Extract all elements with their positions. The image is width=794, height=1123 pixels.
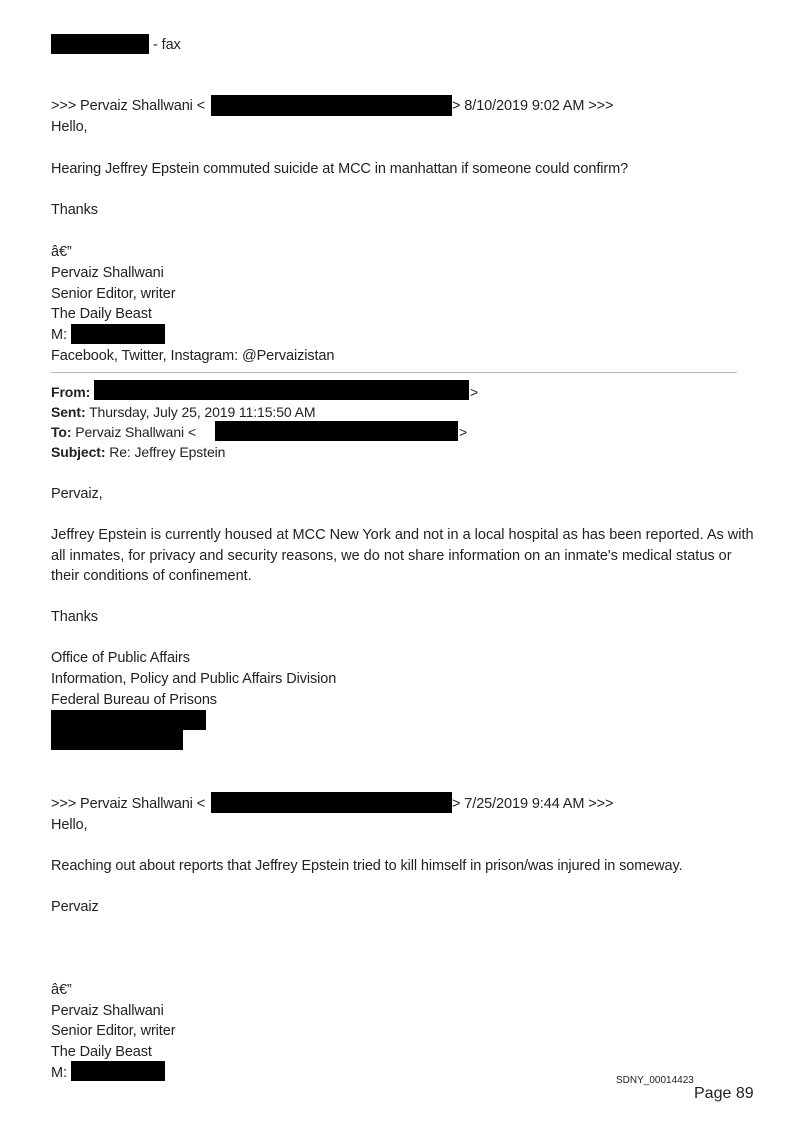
- message-2-body: Reaching out about reports that Jeffrey Epstein tried to kill himself in prison/was injured in someway.: [51, 858, 683, 874]
- message-1-sig-name: Pervaiz Shallwani: [51, 265, 164, 281]
- message-2-intro-suffix: > 7/25/2019 9:44 AM >>>: [452, 796, 614, 812]
- page-number: Page 89: [694, 1085, 754, 1102]
- message-1-intro-prefix: >>> Pervaiz Shallwani <: [51, 98, 206, 114]
- reply-body-line: all inmates, for privacy and security reasons, we do not share information on an inmate's medical status or: [51, 547, 732, 564]
- reply-sig-bureau: Federal Bureau of Prisons: [51, 692, 217, 708]
- header-from: [51, 383, 90, 401]
- message-1-greeting: Hello,: [51, 119, 88, 135]
- header-subject: [51, 443, 225, 461]
- message-1-sig-social: Facebook, Twitter, Instagram: @Pervaizistan: [51, 348, 335, 364]
- message-1-intro-suffix: > 8/10/2019 9:02 AM >>>: [452, 98, 614, 114]
- header-sent-value: Thursday, July 25, 2019 11:15:50 AM: [89, 404, 316, 420]
- reply-sig-division: Information, Policy and Public Affairs Division: [51, 671, 337, 687]
- redaction-email-2: [211, 792, 452, 813]
- message-1-closing: Thanks: [51, 202, 98, 218]
- reply-body: [51, 525, 754, 587]
- redaction-email-1: [211, 95, 452, 116]
- header-from-label: From:: [51, 384, 91, 400]
- header-to-label: To:: [51, 424, 72, 440]
- header-subject-label: Subject:: [51, 444, 106, 460]
- header-to: [51, 423, 196, 441]
- separator-rule: [51, 372, 737, 373]
- message-2-closing: Pervaiz: [51, 899, 99, 915]
- message-1-sig-mobile-label: M:: [51, 327, 67, 343]
- header-sent: [51, 403, 315, 421]
- header-to-suffix: >: [459, 424, 468, 440]
- reply-salutation: Pervaiz,: [51, 486, 103, 502]
- redaction-mobile-2: [71, 1061, 165, 1081]
- message-2-sig-mobile-label: M:: [51, 1065, 67, 1081]
- header-sent-label: Sent:: [51, 404, 86, 420]
- bates-number: SDNY_00014423: [616, 1075, 694, 1086]
- message-2-greeting: Hello,: [51, 817, 88, 833]
- reply-body-line: their conditions of confinement.: [51, 568, 252, 584]
- message-2-sig-org: The Daily Beast: [51, 1044, 152, 1060]
- redaction-reply-contact-2: [51, 730, 183, 750]
- reply-body-line: Jeffrey Epstein is currently housed at MCC New York and not in a local hospital as has been reported. As with: [51, 527, 754, 543]
- header-to-value: Pervaiz Shallwani <: [75, 424, 196, 440]
- redaction-from-email: [94, 380, 469, 400]
- message-1-sig-dash: â€”: [51, 244, 72, 260]
- message-2-sig-title: Senior Editor, writer: [51, 1023, 176, 1039]
- message-1-sig-title: Senior Editor, writer: [51, 286, 176, 302]
- header-from-suffix: >: [470, 384, 479, 400]
- reply-sig-office: Office of Public Affairs: [51, 650, 190, 666]
- redaction-reply-contact-1: [51, 710, 206, 730]
- message-2-sig-dash: â€”: [51, 982, 72, 998]
- message-1-body: Hearing Jeffrey Epstein commuted suicide at MCC in manhattan if someone could confirm?: [51, 161, 629, 177]
- message-2-intro-prefix: >>> Pervaiz Shallwani <: [51, 796, 206, 812]
- redaction-mobile-1: [71, 324, 165, 344]
- header-subject-value: Re: Jeffrey Epstein: [109, 444, 226, 460]
- redaction-fax-number: [51, 34, 149, 54]
- fax-label: - fax: [153, 37, 181, 53]
- message-2-sig-name: Pervaiz Shallwani: [51, 1003, 164, 1019]
- message-1-sig-org: The Daily Beast: [51, 306, 152, 322]
- reply-closing: Thanks: [51, 609, 98, 625]
- redaction-to-email: [215, 421, 458, 441]
